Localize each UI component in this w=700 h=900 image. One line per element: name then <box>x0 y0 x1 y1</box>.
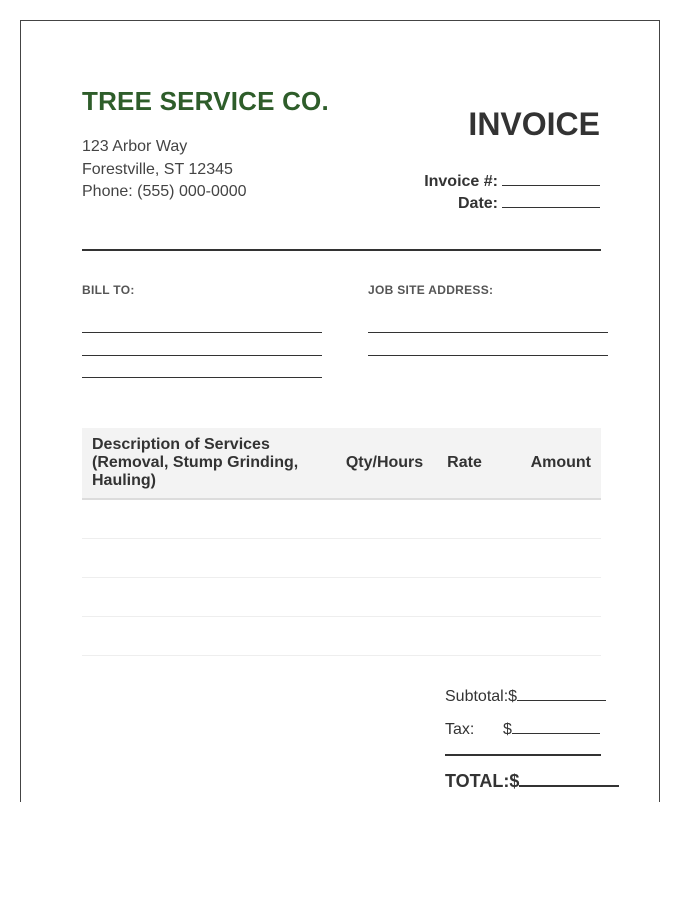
subtotal-row <box>445 686 606 706</box>
table-cell[interactable] <box>82 499 337 538</box>
invoice-page <box>20 20 660 802</box>
table-row <box>82 538 601 577</box>
total-row <box>445 769 619 792</box>
invoice-number-label: Invoice #: <box>424 173 498 190</box>
job-site-line-2[interactable] <box>368 355 608 356</box>
column-amount: Amount <box>497 428 601 499</box>
table-cell[interactable] <box>82 538 337 577</box>
invoice-date-label: Date: <box>457 195 498 212</box>
subtotal-label: Subtotal:$ <box>445 688 518 705</box>
table-cell[interactable] <box>337 616 432 655</box>
invoice-number-field[interactable] <box>502 171 600 186</box>
table-cell[interactable] <box>337 538 432 577</box>
table-cell[interactable] <box>432 538 497 577</box>
company-address-line1: 123 Arbor Way <box>82 138 188 155</box>
services-table-header <box>82 428 601 499</box>
table-cell[interactable] <box>497 616 601 655</box>
total-field[interactable] <box>519 769 619 787</box>
bill-to-line-1[interactable] <box>82 332 322 333</box>
table-cell[interactable] <box>82 577 337 616</box>
column-description: Description of Services (Removal, Stump Grinding, Hauling) <box>82 428 337 499</box>
bill-to-line-2[interactable] <box>82 355 322 356</box>
column-qty-hours: Qty/Hours <box>337 428 432 499</box>
company-phone: Phone: (555) 000-0000 <box>82 183 247 200</box>
total-label: TOTAL:$ <box>445 771 520 791</box>
table-row <box>82 499 601 538</box>
invoice-date-field[interactable] <box>502 193 600 208</box>
table-cell[interactable] <box>432 499 497 538</box>
table-cell[interactable] <box>337 577 432 616</box>
table-cell[interactable] <box>497 499 601 538</box>
table-cell[interactable] <box>337 499 432 538</box>
invoice-title: INVOICE <box>468 106 600 142</box>
table-cell[interactable] <box>497 577 601 616</box>
invoice-date-row <box>458 193 600 213</box>
totals-divider <box>445 754 601 756</box>
tax-row <box>445 719 600 739</box>
services-table <box>82 428 601 656</box>
bill-to-line-3[interactable] <box>82 377 322 378</box>
subtotal-field[interactable] <box>517 686 606 701</box>
table-cell[interactable] <box>432 577 497 616</box>
invoice-number-row <box>424 171 600 191</box>
table-cell[interactable] <box>497 538 601 577</box>
table-row <box>82 616 601 655</box>
table-row <box>82 577 601 616</box>
job-site-label: JOB SITE ADDRESS: <box>368 283 494 297</box>
header-divider <box>82 249 601 251</box>
table-cell[interactable] <box>432 616 497 655</box>
tax-field[interactable] <box>512 719 600 734</box>
job-site-line-1[interactable] <box>368 332 608 333</box>
company-address-line2: Forestville, ST 12345 <box>82 161 233 178</box>
bill-to-label: BILL TO: <box>82 283 135 297</box>
tax-label: Tax: <box>445 721 475 738</box>
company-name: TREE SERVICE CO. <box>82 86 329 116</box>
column-rate: Rate <box>432 428 497 499</box>
table-cell[interactable] <box>82 616 337 655</box>
tax-currency: $ <box>503 721 512 738</box>
